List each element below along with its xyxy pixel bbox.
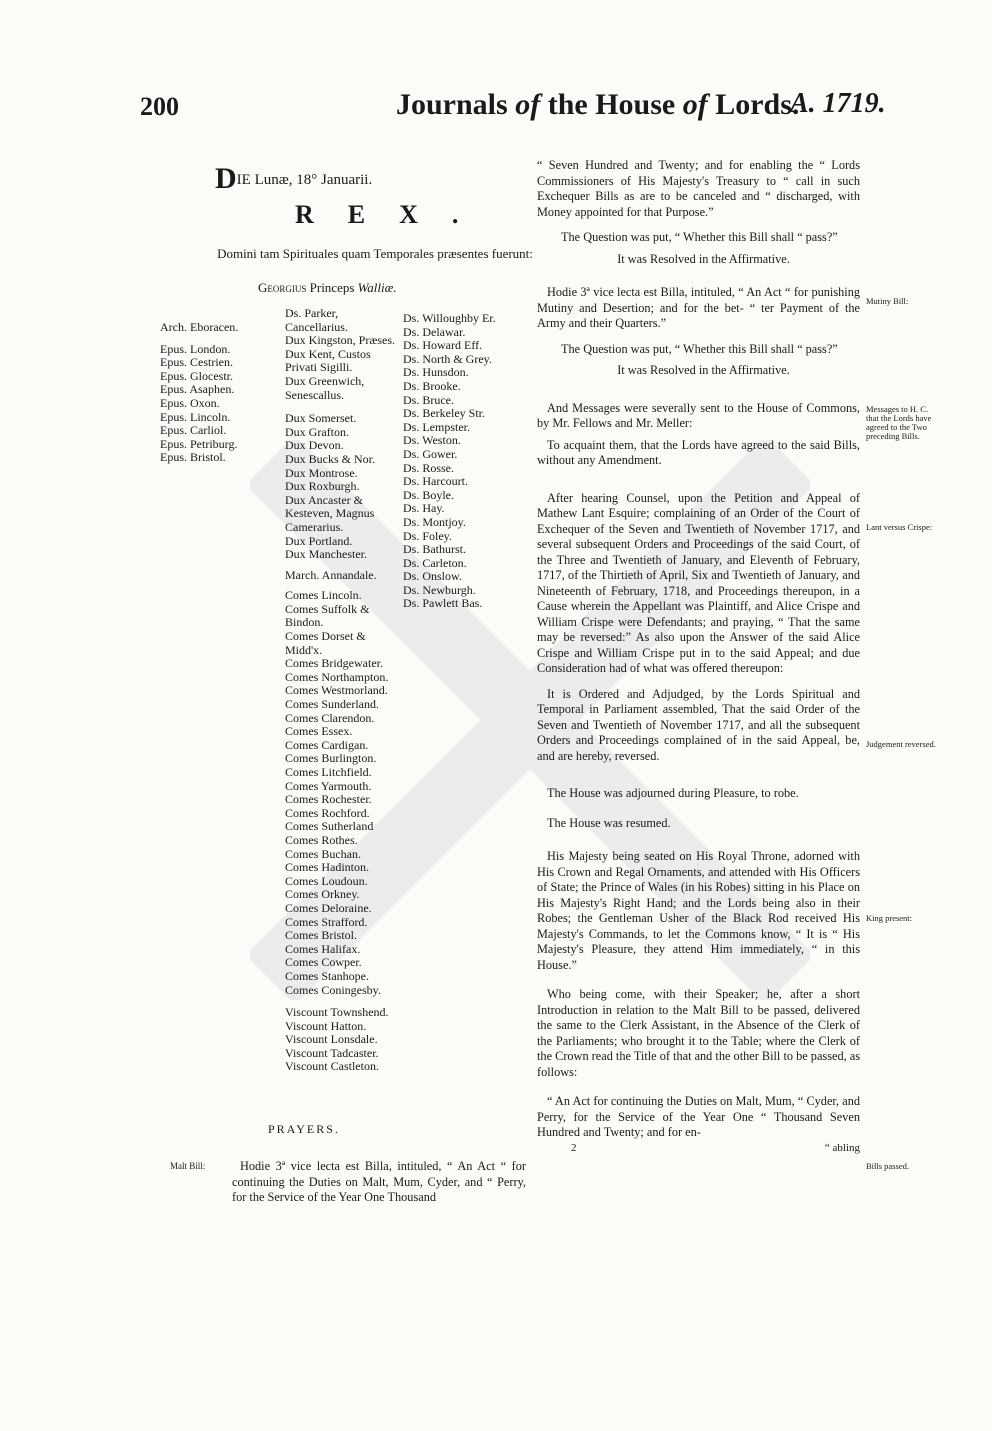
list-item: Comes Rothes. <box>285 832 358 847</box>
list-item: Comes Sutherland <box>285 819 374 834</box>
list-item: Comes Cardigan. <box>285 737 369 752</box>
margin-note-lant: Lant versus Crispe: <box>866 522 933 532</box>
list-item: Comes Lincoln. <box>285 588 362 603</box>
list-item: Epus. Oxon. <box>160 395 220 410</box>
list-item: Ds. Hunsdon. <box>403 365 469 380</box>
list-item: Epus. Carliol. <box>160 423 227 438</box>
list-item: Comes Coningesby. <box>285 982 381 997</box>
list-item: Comes Rochford. <box>285 805 370 820</box>
paragraph: It was Resolved in the Affirmative. <box>617 251 790 266</box>
list-item: Comes Orkney. <box>285 887 360 902</box>
list-item: Viscount Hatton. <box>285 1018 367 1033</box>
list-item: March. Annandale. <box>285 567 377 582</box>
list-item: Comes Northampton. <box>285 669 389 684</box>
list-item: Comes Sunderland. <box>285 697 379 712</box>
running-title: Journals of the House of Lords. <box>396 88 800 121</box>
list-item: Comes Loudoun. <box>285 873 368 888</box>
list-item: Ds. Bathurst. <box>403 542 466 557</box>
list-item: Dux Ancaster & Kesteven, Magnus Camerarius. <box>285 492 375 534</box>
list-item: Ds. Boyle. <box>403 487 454 502</box>
paragraph: The House was adjourned during Pleasure, to robe. <box>547 786 799 800</box>
paragraph: The Question was put, “ Whether this Bill shall “ pass?” <box>561 230 838 244</box>
list-item: Ds. Howard Eff. <box>403 338 483 353</box>
list-item: Ds. Gower. <box>403 446 458 461</box>
list-item: Epus. Bristol. <box>160 450 226 465</box>
attendance-heading: Domini tam Spirituales quam Temporales præsentes fuerunt: <box>217 246 533 261</box>
spiritual-lords-list <box>160 321 238 465</box>
margin-note-messages: Messages to H. C. that the Lords have agreed to the Two preceding Bills. <box>866 404 932 441</box>
margin-note-bills: Bills passed. <box>866 1161 909 1171</box>
list-item: Viscount Townshend. <box>285 1005 389 1020</box>
list-item: Comes Yarmouth. <box>285 778 372 793</box>
list-item: Ds. Hay. <box>403 501 445 516</box>
list-item: Viscount Tadcaster. <box>285 1045 379 1060</box>
margin-note-king: King present: <box>866 913 913 923</box>
list-item: Comes Cowper. <box>285 955 362 970</box>
list-item: Ds. North & Grey. <box>403 351 492 366</box>
paragraph: “ Seven Hundred and Twenty; and for enabling the “ Lords Commissioners of His Majesty's Treasury to “ call in such Exchequer Bills as are to be canceled and “ discharged, with Money appointed for that Purpose.” <box>537 158 860 219</box>
list-item: Epus. Asaphen. <box>160 382 235 397</box>
list-item: Dux Grafton. <box>285 424 349 439</box>
list-item: Ds. Onslow. <box>403 569 462 584</box>
list-item: Comes Rochester. <box>285 792 372 807</box>
prince-of-wales: Georgius Princeps Walliæ. <box>258 280 397 295</box>
list-item: Ds. Harcourt. <box>403 474 468 489</box>
paragraph: Hodie 3ª vice lecta est Billa, intituled, “ An Act “ for punishing Mutiny and Desertion; and for the bet- “ ter Payment of the Army and their Quarters.” <box>537 285 860 330</box>
list-item: Dux Portland. <box>285 533 353 548</box>
list-item: Dux Manchester. <box>285 547 367 562</box>
paragraph: After hearing Counsel, upon the Petition and Appeal of Mathew Lant Esquire; complaining of an Order of the Court of Exchequer of the Seven and Twentieth of November 1717, and several subsequent Orders and Proceedings of the said Court, of the Three and Twentieth of January, and Eleventh of February, 1717, of the Thirtieth of April, Six and Twentieth of January, and Nineteenth of February, 1718, and Proceedings thereupon, in a Cause wherein the Appellant was Plaintiff, and Alice Crispe and William Crispe were Defendants; and praying, “ That the same may be reversed:” As also upon the Answer of the said Alice Crispe and William Crispe put in to the said Appeal; and due Consideration had of what was offered thereupon: <box>537 490 860 675</box>
paragraph: And Messages were severally sent to the House of Commons, by Mr. Fellows and Mr. Meller: <box>537 400 860 430</box>
list-item: Comes Hadinton. <box>285 860 369 875</box>
list-item: Comes Dorset & Midd'x. <box>285 629 366 657</box>
list-item: Comes Westmorland. <box>285 683 388 698</box>
margin-note-mutiny: Mutiny Bill: <box>866 296 909 306</box>
signature-mark: 2 <box>571 1141 577 1154</box>
list-item: Ds. Rosse. <box>403 460 455 475</box>
list-item: Epus. London. <box>160 341 231 356</box>
list-item: Ds. Carleton. <box>403 555 467 570</box>
malt-bill-paragraph: Hodie 3ª vice lecta est Billa, intituled, “ An Act “ for continuing the Duties on Malt, Mum, Cyder, and “ Perry, for the Service of the Year One Thousand <box>232 1159 526 1204</box>
margin-note-malt: Malt Bill: <box>170 1161 206 1171</box>
list-item: Ds. Willoughby Er. <box>403 311 496 325</box>
list-item: Epus. Lincoln. <box>160 409 231 424</box>
list-item: Comes Bridgewater. <box>285 656 383 671</box>
list-item: Epus. Petriburg. <box>160 436 238 451</box>
list-item: Dux Roxburgh. <box>285 479 360 494</box>
list-item: Dux Somerset. <box>285 411 357 426</box>
list-item: Dux Kent, Custos Privati Sigilli. <box>285 346 371 375</box>
list-item: Comes Essex. <box>285 724 353 739</box>
list-item: Comes Burlington. <box>285 751 377 766</box>
list-item: Ds. Montjoy. <box>403 514 466 529</box>
list-item: Viscount Castleton. <box>285 1059 379 1074</box>
paragraph: “ An Act for continuing the Duties on Malt, Mum, “ Cyder, and Perry, for the Service of the Year One “ Thousand Seven Hundred and Twenty; and for en- <box>537 1094 860 1139</box>
margin-note-judgement: Judgement reversed. <box>866 739 936 749</box>
list-item: Epus. Glocestr. <box>160 368 233 383</box>
temporal-lords-list <box>285 307 397 1074</box>
paragraph: It was Resolved in the Affirmative. <box>617 363 790 377</box>
list-item: Dux Montrose. <box>285 465 358 480</box>
list-item: Comes Strafford. <box>285 914 368 929</box>
catchword: “ abling <box>824 1141 860 1154</box>
list-item: Viscount Lonsdale. <box>285 1032 378 1047</box>
paragraph: To acquaint them, that the Lords have agreed to the said Bills, without any Amendment. <box>537 437 860 467</box>
paragraph: It is Ordered and Adjudged, by the Lords Spiritual and Temporal in Parliament assembled, That the said Order of the Seven and Twentieth of November 1717, and all the subsequent Orders and Proceedings complained of in the said Appeal, be, and are hereby, reversed. <box>537 686 860 763</box>
paragraph: His Majesty being seated on His Royal Throne, adorned with His Crown and Regal Ornaments, and attended with His Officers of State; the Prince of Wales (in his Robes) sitting in his Place on His Majesty's Right Hand; and the Lords being also in their Robes; the Gentleman Usher of the Black Rod received His Majesty's Commands, to let the Commons know, “ It is “ His Majesty's Pleasure, they attend Him immediately, “ in this House.” <box>537 849 860 972</box>
list-item: Ds. Parker, Cancellarius. <box>285 306 348 334</box>
list-item: Comes Halifax. <box>285 941 361 956</box>
list-item: Comes Buchan. <box>285 846 361 861</box>
paragraph: The House was resumed. <box>547 815 671 830</box>
year: A. 1719. <box>790 88 886 119</box>
list-item: Ds. Delawar. <box>403 324 466 339</box>
rex-heading: REX. <box>295 200 493 229</box>
paragraph: The Question was put, “ Whether this Bill shall “ pass?” <box>561 341 838 356</box>
list-item: Ds. Weston. <box>403 433 461 448</box>
list-item: Ds. Lempster. <box>403 419 470 434</box>
barons-list <box>403 312 496 611</box>
list-item: Ds. Bruce. <box>403 392 454 407</box>
list-item: Ds. Foley. <box>403 528 452 543</box>
list-item: Ds. Brooke. <box>403 378 461 393</box>
list-item: Dux Bucks & Nor. <box>285 451 375 466</box>
right-column <box>537 158 860 1157</box>
session-date: DIE Lunæ, 18° Januarii. <box>215 162 373 195</box>
list-item: Dux Devon. <box>285 438 344 453</box>
list-item: Comes Stanhope. <box>285 968 369 983</box>
list-item: Comes Clarendon. <box>285 710 375 725</box>
list-item: Epus. Cestrien. <box>160 355 233 370</box>
list-item: Comes Suffolk & Bindon. <box>285 601 370 630</box>
list-item: Comes Deloraine. <box>285 900 372 915</box>
list-item: Comes Litchfield. <box>285 765 372 779</box>
list-item: Dux Kingston, Præses. <box>285 333 396 348</box>
list-item: Arch. Eboracen. <box>160 320 239 334</box>
list-item: Ds. Pawlett Bas. <box>403 596 483 611</box>
list-item: Ds. Berkeley Str. <box>403 406 485 421</box>
paragraph: Who being come, with their Speaker; he, after a short Introduction in relation to the Malt Bill to be passed, delivered the same to the Clerk Assistant, in the Absence of the Clerk of the Parliaments; who brought it to the Table; where the Clerk of the Crown read the Title of that and the other Bill to be passed, as follows: <box>537 987 860 1079</box>
list-item: Comes Bristol. <box>285 928 358 943</box>
list-item: Ds. Newburgh. <box>403 582 476 597</box>
list-item: Dux Greenwich, Senescallus. <box>285 373 365 402</box>
page-number: 200 <box>140 92 179 121</box>
prayers-heading: PRAYERS. <box>268 1122 340 1136</box>
